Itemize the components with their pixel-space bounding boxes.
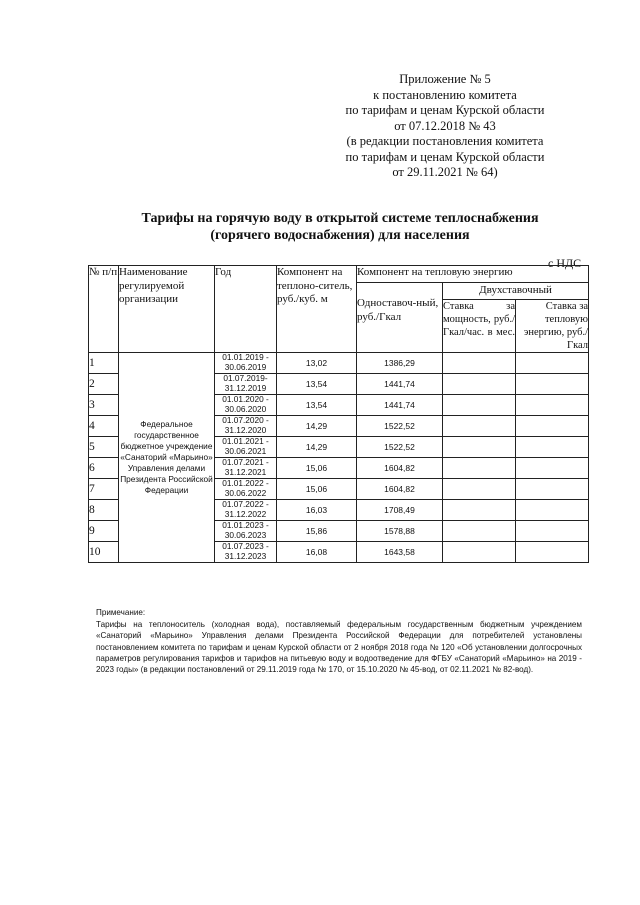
row-energy-rate-value [516, 415, 589, 436]
header-carrier-component: Компонент на теплоно-ситель, руб./куб. м [277, 266, 357, 353]
row-carrier-value: 13,02 [277, 352, 357, 373]
header-line: (в редакции постановления комитета [346, 134, 544, 148]
row-number: 10 [89, 541, 119, 562]
row-energy-rate-value [516, 457, 589, 478]
header-line: к постановлению комитета [373, 87, 517, 102]
row-energy-rate-value [516, 436, 589, 457]
row-period: 01.07.2019-31.12.2019 [215, 373, 277, 394]
note-title: Примечание: [96, 608, 146, 617]
row-single-rate-value: 1578,88 [357, 520, 443, 541]
row-capacity-value [443, 394, 516, 415]
row-single-rate-value: 1708,49 [357, 499, 443, 520]
row-number: 3 [89, 394, 119, 415]
row-single-rate-value: 1386,29 [357, 352, 443, 373]
header-line: по тарифам и ценам Курской области [345, 149, 545, 164]
row-single-rate-value: 1522,52 [357, 415, 443, 436]
row-period: 01.07.2022 - 31.12.2022 [215, 499, 277, 520]
row-number: 6 [89, 457, 119, 478]
tariff-table [88, 265, 589, 563]
row-carrier-value: 16,03 [277, 499, 357, 520]
appendix-header [330, 72, 560, 181]
row-period: 01.01.2021 - 30.06.2021 [215, 436, 277, 457]
header-energy-component: Компонент на тепловую энергию [357, 266, 589, 283]
row-energy-rate-value [516, 373, 589, 394]
row-capacity-value [443, 541, 516, 562]
row-number: 7 [89, 478, 119, 499]
header-single-rate: Одноставоч-ный, руб./Гкал [357, 283, 443, 353]
row-single-rate-value: 1441,74 [357, 394, 443, 415]
row-energy-rate-value [516, 478, 589, 499]
note-block [96, 607, 582, 675]
row-carrier-value: 13,54 [277, 373, 357, 394]
row-carrier-value: 15,06 [277, 478, 357, 499]
header-line: от 29.11.2021 № 64) [392, 165, 498, 179]
row-energy-rate-value [516, 541, 589, 562]
row-capacity-value [443, 415, 516, 436]
header-number: № п/п [89, 266, 119, 353]
row-capacity-value [443, 520, 516, 541]
row-single-rate-value: 1643,58 [357, 541, 443, 562]
organization-name: Федеральное государственное бюджетное учреждение «Санаторий «Марьино» Управления делами Президента Российской Федерации [119, 352, 215, 562]
row-single-rate-value: 1604,82 [357, 457, 443, 478]
table-row [89, 352, 589, 373]
row-single-rate-value: 1604,82 [357, 478, 443, 499]
note-body: Тарифы на теплоноситель (холодная вода), поставляемый федеральным государственным бюджетным учреждением «Санаторий «Марьино» Управления делами Президента Российской Федерации для потребителей установлены постановлением комитета по тарифам и ценам Курской области от 2 ноября 2018 года № 120 «Об установлении долгосрочных параметров регулирования тарифов и тарифов на питьевую воду и водоотведение для ФГБУ «Санаторий «Марьино» на 2019 - 2023 годы» (в редакции постановлений от 29.11.2019 года № 170, от 15.10.2020 № 45-вод, от 02.11.2021 № 82-вод). [96, 620, 582, 675]
header-energy-rate: Ставка за тепловую энергию, руб./Гкал [516, 299, 589, 352]
row-capacity-value [443, 478, 516, 499]
row-number: 2 [89, 373, 119, 394]
header-year: Год [215, 266, 277, 353]
row-carrier-value: 15,06 [277, 457, 357, 478]
row-single-rate-value: 1441,74 [357, 373, 443, 394]
row-energy-rate-value [516, 499, 589, 520]
row-period: 01.07.2020 - 31.12.2020 [215, 415, 277, 436]
row-number: 1 [89, 352, 119, 373]
document-title-line-2: (горячего водоснабжения) для населения [210, 228, 470, 243]
row-capacity-value [443, 457, 516, 478]
header-line: Приложение № 5 [399, 72, 491, 86]
row-period: 01.01.2023 - 30.06.2023 [215, 520, 277, 541]
row-period: 01.07.2023 - 31.12.2023 [215, 541, 277, 562]
header-line: от 07.12.2018 № 43 [394, 118, 496, 133]
row-capacity-value [443, 352, 516, 373]
row-single-rate-value: 1522,52 [357, 436, 443, 457]
row-number: 5 [89, 436, 119, 457]
row-capacity-value [443, 436, 516, 457]
header-double-rate: Двухставочный [443, 283, 589, 300]
row-number: 9 [89, 520, 119, 541]
row-carrier-value: 14,29 [277, 436, 357, 457]
document-title-line-1: Тарифы на горячую воду в открытой системе теплоснабжения [141, 211, 539, 226]
row-period: 01.07.2021 - 31.12.2021 [215, 457, 277, 478]
row-period: 01.01.2022 - 30.06.2022 [215, 478, 277, 499]
row-number: 4 [89, 415, 119, 436]
header-capacity-rate: Ставка за мощность, руб./Гкал/час. в мес. [443, 299, 516, 352]
row-number: 8 [89, 499, 119, 520]
row-carrier-value: 14,29 [277, 415, 357, 436]
row-period: 01.01.2019 - 30.06.2019 [215, 352, 277, 373]
row-energy-rate-value [516, 520, 589, 541]
row-carrier-value: 16,08 [277, 541, 357, 562]
row-energy-rate-value [516, 394, 589, 415]
vat-note: с НДС [548, 256, 582, 270]
row-capacity-value [443, 499, 516, 520]
row-period: 01.01.2020 - 30.06.2020 [215, 394, 277, 415]
row-capacity-value [443, 373, 516, 394]
header-organization: Наименование регулируемой организации [119, 266, 215, 353]
row-carrier-value: 13,54 [277, 394, 357, 415]
row-carrier-value: 15,86 [277, 520, 357, 541]
header-line: по тарифам и ценам Курской области [345, 103, 545, 117]
row-energy-rate-value [516, 352, 589, 373]
